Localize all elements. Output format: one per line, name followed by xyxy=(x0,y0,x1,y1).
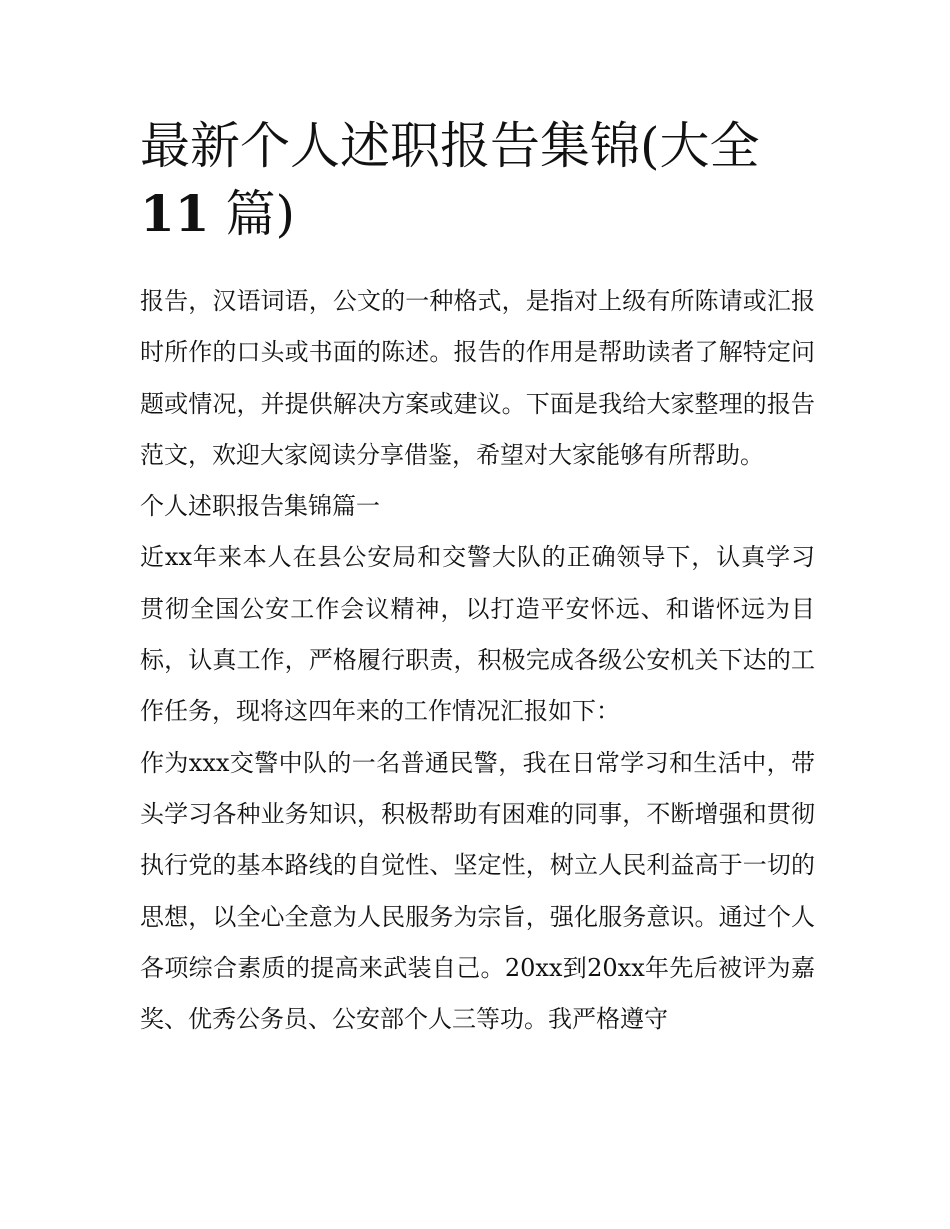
document-title xyxy=(140,112,820,248)
body-paragraph: 近xx年来本人在县公安局和交警大队的正确领导下，认真学习贯彻全国公安工作会议精神，以打造平安怀远、和谐怀远为目标，认真工作，严格履行职责，积极完成各级公安机关下达的工作任务，现将这四年来的工作情况汇报如下： xyxy=(140,543,815,726)
title-number: 11 xyxy=(140,184,210,243)
title-line-1: 最新个人述职报告集锦(大全 xyxy=(140,117,760,175)
section-heading: 个人述职报告集锦篇一 xyxy=(140,492,380,521)
document-body xyxy=(140,276,815,1045)
title-line-2: 篇) xyxy=(225,185,296,243)
intro-paragraph: 报告，汉语词语，公文的一种格式，是指对上级有所陈请或汇报时所作的口头或书面的陈述。报告的作用是帮助读者了解特定问题或情况，并提供解决方案或建议。下面是我给大家整理的报告范文，欢迎大家阅读分享借鉴，希望对大家能够有所帮助。 xyxy=(140,287,815,469)
body-paragraph: 作为xxx交警中队的一名普通民警，我在日常学习和生活中，带头学习各种业务知识，积极帮助有困难的同事，不断增强和贯彻执行党的基本路线的自觉性、坚定性，树立人民利益高于一切的思想，以全心全意为人民服务为宗旨，强化服务意识。通过个人各项综合素质的提高来武装自己。20xx到20xx年先后被评为嘉奖、优秀公务员、公安部个人三等功。我严格遵守 xyxy=(140,748,815,1034)
